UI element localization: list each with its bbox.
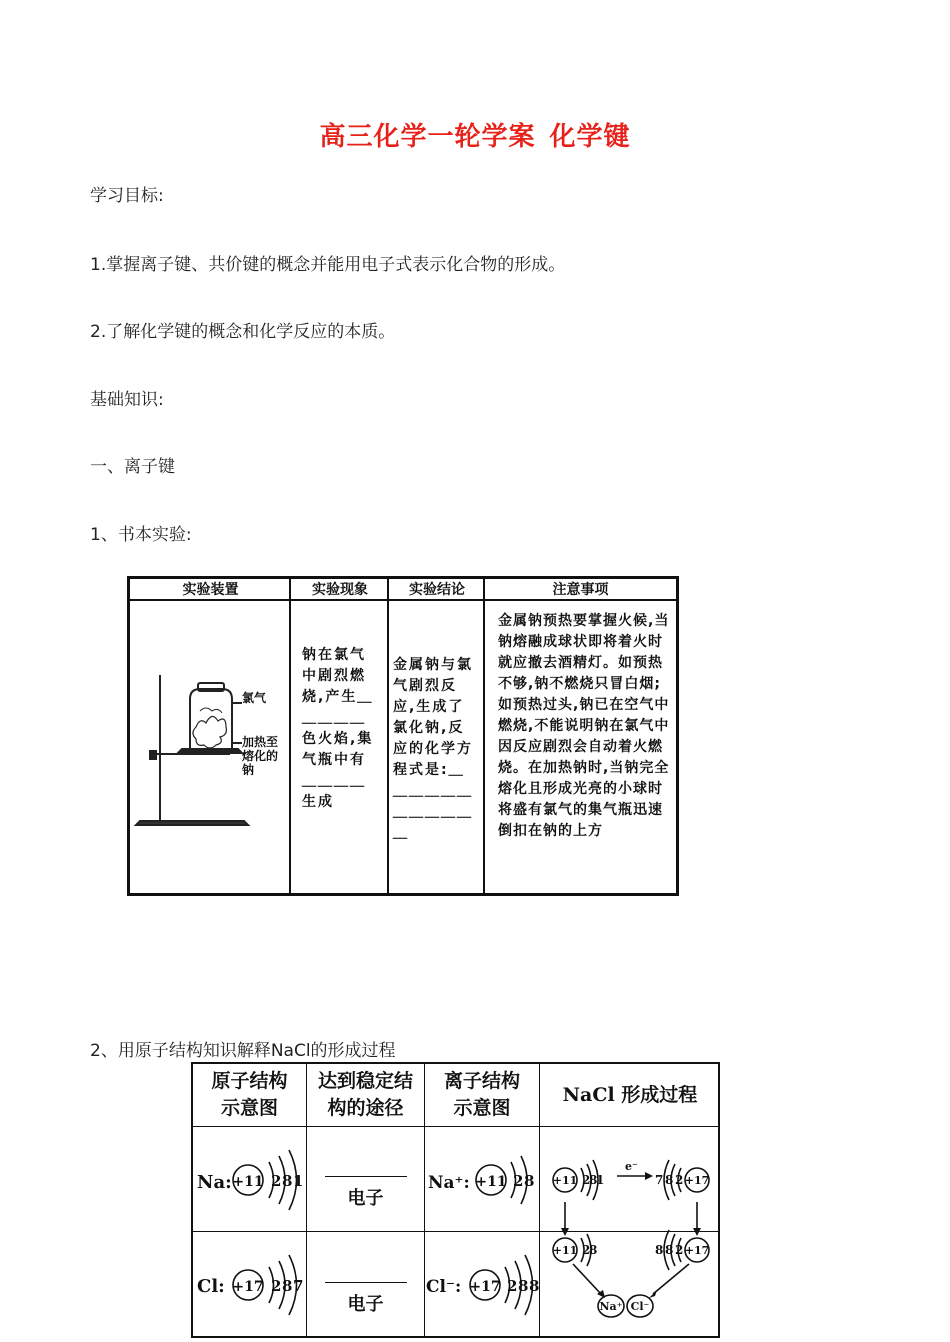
process-cl-ion-shell-3: 2 <box>675 1243 684 1257</box>
phenomenon-text: 钠在氯气中剧烈燃烧,产生＿＿＿＿＿色火焰,集气瓶中有＿＿＿＿生成 <box>302 647 374 810</box>
process-cl-ion-nucleus: +17 <box>684 1244 710 1257</box>
header-nacl-process-text: NaCl 形成过程 <box>562 1083 698 1106</box>
cl-atom-label: Cl: <box>197 1276 225 1297</box>
process-cl-shell-1: 7 <box>655 1173 664 1187</box>
document-title <box>0 116 950 153</box>
cl-atom-shell-3: 7 <box>293 1277 304 1295</box>
process-na-shell-1: 2 <box>582 1173 591 1187</box>
objective-1: 1.掌握离子键、共价键的概念并能用电子式表示化合物的形成。 <box>90 255 566 275</box>
process-electron: e⁻ <box>625 1160 638 1173</box>
label-molten-sodium: 加热至熔化的钠 <box>242 735 279 777</box>
structure-diagrams <box>193 1064 718 1336</box>
item-textbook-experiment: 1、书本实验: <box>90 525 192 545</box>
na-ion-label: Na⁺: <box>428 1173 470 1193</box>
cl-ion-label: Cl⁻: <box>426 1277 462 1297</box>
experiment-table <box>127 576 679 896</box>
route-na: 电子 <box>347 1188 384 1209</box>
process-cl-ion-shell-2: 8 <box>665 1243 674 1257</box>
label-chlorine: 氯气 <box>242 691 267 705</box>
route-cl: 电子 <box>347 1294 384 1315</box>
cl-atom-shell-1: 2 <box>271 1277 282 1295</box>
cl-atom-shell-2: 8 <box>282 1277 293 1295</box>
objectives-label: 学习目标: <box>90 186 164 206</box>
header-phenomenon: 实验现象 <box>291 579 389 601</box>
process-cl-ion-shell-1: 8 <box>655 1243 664 1257</box>
cl-ion-shell-3: 8 <box>529 1277 540 1295</box>
na-atom-shell-2: 8 <box>282 1172 293 1190</box>
product-cl-ion: Cl⁻ <box>630 1300 650 1313</box>
process-na-ion-nucleus: +11 <box>552 1244 578 1257</box>
header-ion-diagram-text: 离子结构示意图 <box>443 1070 520 1119</box>
na-atom-shell-3: 1 <box>293 1172 304 1190</box>
na-ion-shell-1: 2 <box>513 1172 524 1190</box>
basics-label: 基础知识: <box>90 390 164 410</box>
na-atom-shell-1: 2 <box>271 1172 282 1190</box>
cl-ion-shell-1: 2 <box>507 1277 518 1295</box>
item-nacl-formation: 2、用原子结构知识解释NaCl的形成过程 <box>90 1041 396 1061</box>
na-atom-label: Na: <box>197 1172 232 1193</box>
objective-2: 2.了解化学键的概念和化学反应的本质。 <box>90 322 396 342</box>
title-topic: 化学键 <box>549 122 631 152</box>
process-cl-shell-3: 2 <box>675 1173 684 1187</box>
process-na-shell-2: 8 <box>589 1173 598 1187</box>
header-atom-diagram-text: 原子结构示意图 <box>211 1070 288 1119</box>
header-conclusion: 实验结论 <box>389 579 485 601</box>
header-route-text: 达到稳定结构的途径 <box>317 1070 413 1119</box>
na-ion-nucleus: +11 <box>475 1174 507 1190</box>
header-notes: 注意事项 <box>485 579 676 601</box>
section-ionic-bond: 一、离子键 <box>90 457 175 477</box>
header-apparatus: 实验装置 <box>130 579 291 601</box>
notes-text: 金属钠预热要掌握火候,当钠熔融成球状即将着火时就应撤去酒精灯。如预热不够,钠不燃烧只冒白烟;如预热过头,钠已在空气中燃烧,不能说明钠在氯气中因反应剧烈会自动着火燃烧。在加热钠时,当钠完全熔化且形成光亮的小球时将盛有氯气的集气瓶迅速倒扣在钠的上方 <box>498 613 670 839</box>
na-ion-shell-2: 8 <box>524 1172 535 1190</box>
cl-ion-nucleus: +17 <box>469 1279 501 1295</box>
process-cl-shell-2: 8 <box>665 1173 674 1187</box>
nacl-formation-table <box>191 1062 720 1338</box>
process-na-shell-3: 1 <box>596 1173 605 1187</box>
cl-atom-nucleus: +17 <box>232 1279 264 1295</box>
product-na-ion: Na⁺ <box>599 1300 623 1313</box>
cl-ion-shell-2: 8 <box>518 1277 529 1295</box>
conclusion-text: 金属钠与氯气剧烈反应,生成了氯化钠,反应的化学方程式是:＿＿＿＿＿＿＿＿＿＿＿＿ <box>393 657 473 841</box>
na-atom-nucleus: +11 <box>232 1174 264 1190</box>
process-na-ion-shell-2: 8 <box>589 1243 598 1257</box>
process-na-nucleus: +11 <box>552 1174 578 1187</box>
process-cl-nucleus: +17 <box>684 1174 710 1187</box>
title-main: 高三化学一轮学案 <box>319 122 536 152</box>
process-na-ion-shell-1: 2 <box>582 1243 591 1257</box>
